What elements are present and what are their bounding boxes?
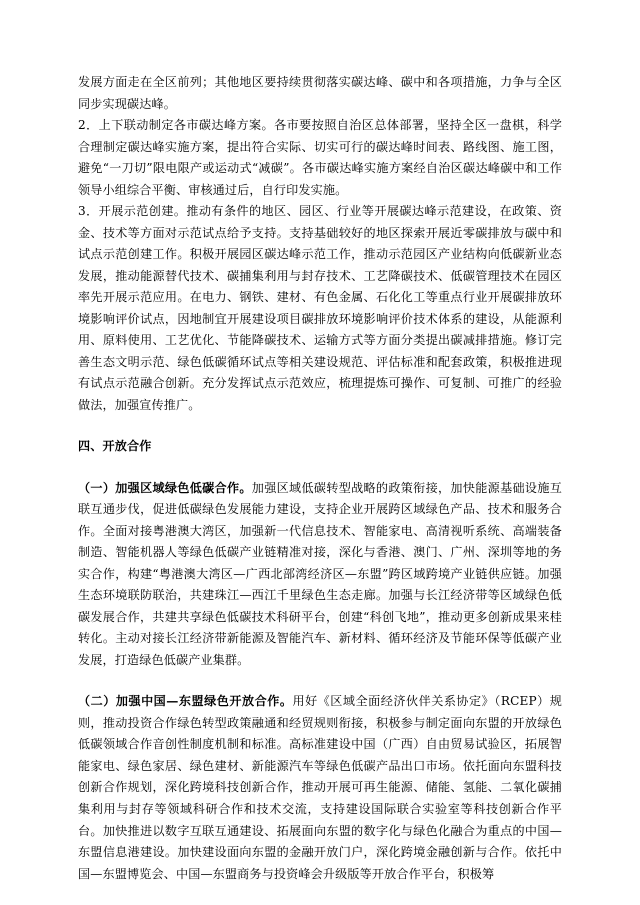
- paragraph-subsection-two: [78, 691, 562, 885]
- subsection-one-lead: （一）加强区域绿色低碳合作。: [78, 480, 252, 495]
- subsection-one-text: 加强区域低碳转型战略的政策衔接，加快能源基础设施互联互通步伐，促进低碳绿色发展能力建设，支持企业开展跨区域绿色产品、技术和服务合作。全面对接粤港澳大湾区，加强新一代信息技术、智能家电、高清视听系统、高端装备制造、智能机器人等绿色低碳产业链精准对接，深化与香港、澳门、广州、深圳等地的务实合作，构建“粤港澳大湾区—广西北部湾经济区—东盟”跨区域跨境产业链供应链。加强生态环境联防联治，共建珠江—西江千里绿色生态走廊。加强与长江经济带等区域绿色低碳发展合作，共建共享绿色低碳技术科研平台，创建“科创飞地”，推动更多创新成果来桂转化。主动对接长江经济带新能源及智能汽车、新材料、循环经济及节能环保等低碳产业发展，打造绿色低碳产业集群。: [78, 480, 562, 667]
- document-body: [78, 72, 562, 885]
- subsection-spacer: [78, 671, 562, 691]
- paragraph-item-2: 2．上下联动制定各市碳达峰方案。各市要按照自治区总体部署，坚持全区一盘棋，科学合理制定碳达峰实施方案，提出符合实际、切实可行的碳达峰时间表、路线图、施工图，避免“一刀切”限电限产或运动式“减碳”。各市碳达峰实施方案经自治区碳达峰碳中和工作领导小组综合平衡、审核通过后，自行印发实施。: [78, 118, 562, 197]
- paragraph-item-3: 3．开展示范创建。推动有条件的地区、园区、行业等开展碳达峰示范建设，在政策、资金、技术等方面对示范试点给予支持。支持基础较好的地区探索开展近零碳排放与碳中和试点示范创建工作。积极开展园区碳达峰示范工作，推动示范园区产业结构向低碳新业态发展，推动能源替代技术、碳捕集利用与封存技术、工艺降碳技术、低碳管理技术在园区率先开展示范应用。在电力、钢铁、建材、有色金属、石化化工等重点行业开展碳排放环境影响评价试点，因地制宜开展建设项目碳排放环境影响评价技术体系的建设，从能源利用、原料使用、工艺优化、节能降碳技术、运输方式等方面分类提出碳减排措施。修订完善生态文明示范、绿色低碳循环试点等相关建设规范、评估标准和配套政策，积极推进现有试点示范融合创新。充分发挥试点示范效应，梳理提炼可操作、可复制、可推广的经验做法，加强宣传推广。: [78, 204, 562, 412]
- subsection-two-lead: （二）加强中国—东盟绿色开放合作。: [78, 694, 293, 709]
- paragraph-continuation: 发展方面走在全区前列；其他地区要持续贯彻落实碳达峰、碳中和各项措施，力争与全区同步实现碳达峰。: [78, 75, 562, 111]
- section-spacer: [78, 416, 562, 436]
- paragraph-subsection-one: [78, 478, 562, 672]
- heading-section-four: 四、开放合作: [78, 439, 152, 454]
- heading-spacer: [78, 458, 562, 478]
- subsection-two-text: 用好《区域全面经济伙伴关系协定》（RCEP）规则，推动投资合作绿色转型政策融通和经贸规则衔接，积极参与制定面向东盟的开放绿色低碳领域合作音创性制度机制和标准。高标准建设中国（广西）自由贸易试验区，拓展智能家电、绿色家居、绿色建材、新能源汽车等绿色低碳产品出口市场。依托面向东盟科技创新合作规划，深化跨境科技创新合作，推动开展可再生能源、储能、氢能、二氧化碳捕集利用与封存等领域科研合作和技术交流，支持建设国际联合实验室等科技创新合作平台。加快推进以数字互联互通建设、拓展面向东盟的数字化与绿色化融合为重点的中国—东盟信息港建设。加快建设面向东盟的金融开放门户，深化跨境金融创新与合作。依托中国—东盟博览会、中国—东盟商务与投资峰会升级版等开放合作平台，积极筹: [78, 694, 562, 881]
